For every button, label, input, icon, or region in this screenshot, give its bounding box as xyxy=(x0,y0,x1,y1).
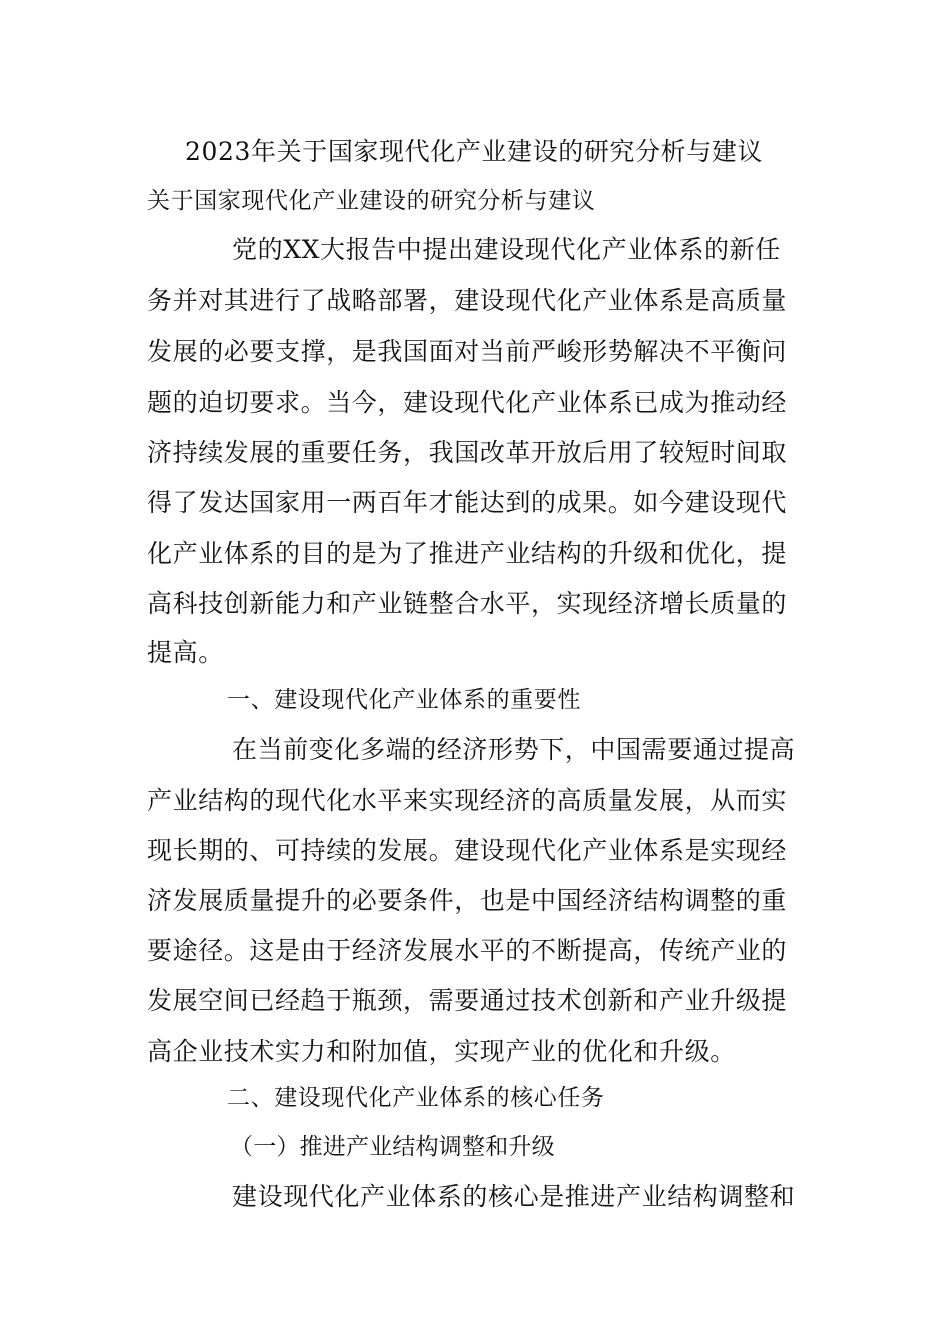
paragraph-2-line-7: 高企业技术实力和附加值，实现产业的优化和升级。 xyxy=(147,1037,736,1066)
paragraph-2-line-1: 在当前变化多端的经济形势下，中国需要通过提高 xyxy=(232,735,796,764)
subsection-heading-2-1: （一）推进产业结构调整和升级 xyxy=(230,1134,555,1160)
document-subtitle: 关于国家现代化产业建设的研究分析与建议 xyxy=(147,188,596,214)
paragraph-2-line-6: 发展空间已经趋于瓶颈，需要通过技术创新和产业升级提 xyxy=(147,986,788,1015)
paragraph-1-line-2: 务并对其进行了战略部署，建设现代化产业体系是高质量 xyxy=(147,286,788,315)
paragraph-1-line-4: 题的迫切要求。当今，建设现代化产业体系已成为推动经 xyxy=(147,388,788,417)
paragraph-1-line-7: 化产业体系的目的是为了推进产业结构的升级和优化，提 xyxy=(147,539,788,568)
paragraph-1-line-6: 得了发达国家用一两百年才能达到的成果。如今建设现代 xyxy=(147,488,788,517)
paragraph-2-line-3: 现长期的、可持续的发展。建设现代化产业体系是实现经 xyxy=(147,836,788,865)
paragraph-1-line-9: 提高。 xyxy=(147,638,224,667)
paragraph-1-line-8: 高科技创新能力和产业链整合水平，实现经济增长质量的 xyxy=(147,589,788,618)
paragraph-1-line-3: 发展的必要支撑，是我国面对当前严峻形势解决不平衡问 xyxy=(147,337,788,366)
section-heading-1: 一、建设现代化产业体系的重要性 xyxy=(227,687,581,713)
paragraph-1-line-5: 济持续发展的重要任务，我国改革开放后用了较短时间取 xyxy=(147,438,788,467)
document-title: 2023年关于国家现代化产业建设的研究分析与建议 xyxy=(185,137,764,166)
paragraph-2-line-4: 济发展质量提升的必要条件，也是中国经济结构调整的重 xyxy=(147,886,788,915)
section-heading-2: 二、建设现代化产业体系的核心任务 xyxy=(227,1085,605,1111)
paragraph-3-line-1: 建设现代化产业体系的核心是推进产业结构调整和 xyxy=(232,1182,796,1211)
paragraph-2-line-2: 产业结构的现代化水平来实现经济的高质量发展，从而实 xyxy=(147,786,788,815)
paragraph-1-line-1: 党的XX大报告中提出建设现代化产业体系的新任 xyxy=(232,235,781,264)
paragraph-2-line-5: 要途径。这是由于经济发展水平的不断提高，传统产业的 xyxy=(147,936,788,965)
